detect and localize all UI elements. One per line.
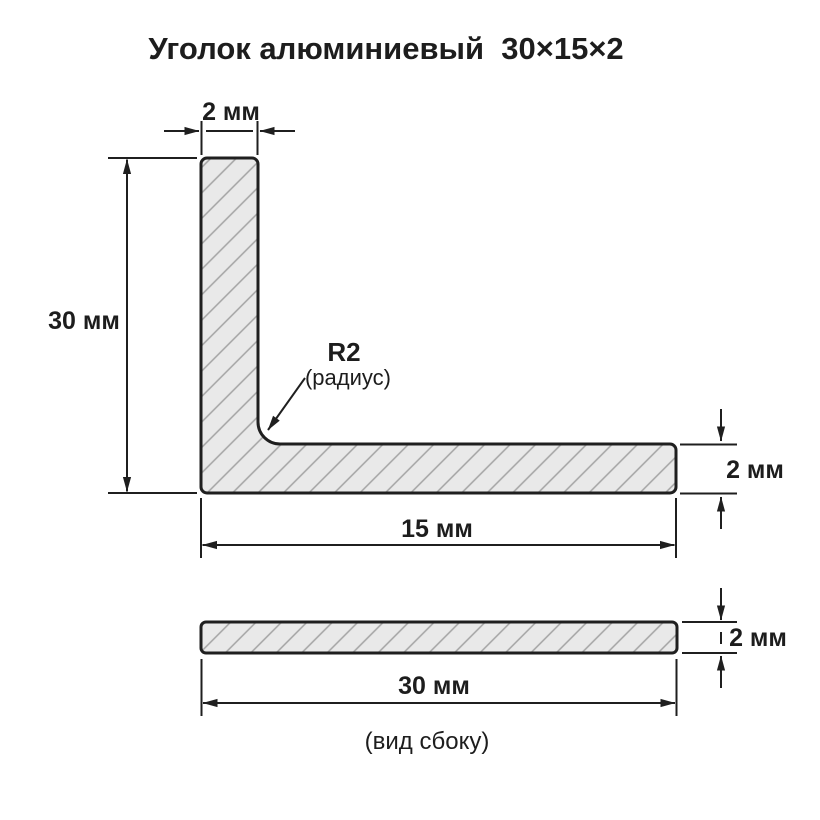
dim-bottom-width: [201, 498, 676, 558]
radius-note: (радиус): [304, 365, 392, 390]
dim-right-thickness: [680, 409, 784, 529]
side-bar-shape: [201, 622, 677, 653]
dim-label-side-length: 30 мм: [398, 672, 470, 700]
dim-label-left-height: 30 мм: [48, 307, 120, 335]
dim-left-height: [48, 158, 197, 493]
side-dim-length: [202, 659, 677, 716]
dim-label-top-thickness: 2 мм: [202, 98, 260, 126]
radius-callout: [268, 337, 391, 430]
cross-section-view: [48, 98, 784, 558]
leader-arrow: [268, 378, 305, 430]
l-profile-shape: [201, 158, 676, 493]
dim-label-side-thickness: 2 мм: [729, 624, 787, 652]
side-view: [201, 588, 787, 755]
radius-label: R2: [327, 337, 361, 367]
side-view-caption: (вид сбоку): [364, 728, 490, 755]
dim-label-bottom-width: 15 мм: [401, 515, 473, 543]
dim-top-thickness: [164, 98, 295, 155]
side-dim-thickness: [682, 588, 787, 688]
dim-label-right-thickness: 2 мм: [726, 456, 784, 484]
page-title: Уголок алюминиевый 30×15×2: [148, 31, 624, 66]
